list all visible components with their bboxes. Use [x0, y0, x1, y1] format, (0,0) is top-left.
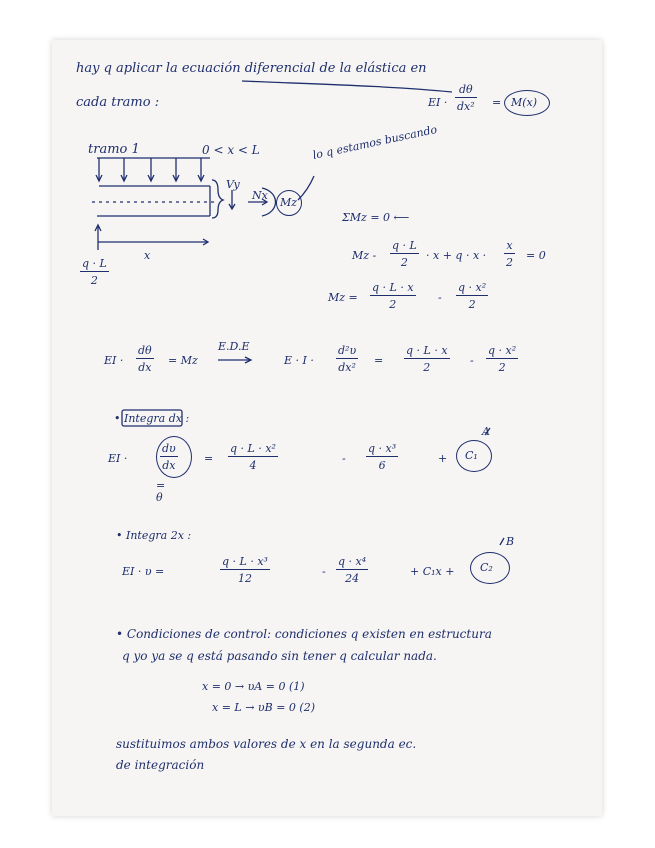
- intro-underline: [242, 81, 452, 92]
- moment-sum: ΣMz = 0 ⟵: [342, 211, 410, 224]
- integ2-label: • Integra 2x :: [116, 529, 192, 542]
- closing-line-2: de integración: [116, 758, 205, 772]
- integ1-derivative: $\frac{d\upsilon}{dx}$: [162, 442, 176, 472]
- integ2-c2: C₂: [480, 561, 493, 574]
- integ2-c1x: + C₁x +: [410, 565, 455, 578]
- nx-label: Nx: [252, 189, 268, 202]
- conditions-line-1: • Condiciones de control: condiciones q existen en estructura: [116, 627, 492, 641]
- condition-1: x = 0 → υA = 0 (1): [202, 680, 305, 693]
- ede-second-derivative: $\frac{\text{d²υ}}{\text{dx²}}$: [338, 344, 357, 374]
- eq2-lhs: Mz =: [328, 291, 358, 304]
- mz-label: Mz: [280, 196, 298, 209]
- integ2-b-label: B: [506, 535, 515, 548]
- ede-eq-mz: = Mz: [168, 354, 198, 367]
- tramo-title: tramo 1: [88, 142, 140, 157]
- intro-line-1: hay q aplicar la ecuación diferencial de la elástica en: [76, 61, 427, 76]
- integ2-minus: -: [322, 565, 326, 578]
- ede-frac1: $\frac{q \cdot L \cdot x}{2}$: [406, 344, 448, 374]
- integ2-ei: EI · υ =: [122, 565, 165, 578]
- conditions-line-2: q yo ya se q está pasando sin tener q calcular nada.: [122, 649, 437, 663]
- eq2-minus: -: [438, 291, 442, 304]
- note-buscando: lo q estamos buscando: [311, 122, 439, 162]
- eq2-frac2: $\frac{\text{q · x²}}{2}$: [458, 281, 487, 311]
- intro-ei: EI ·: [428, 96, 448, 109]
- intro-mx: M(x): [511, 96, 538, 109]
- integ1-plus: +: [438, 452, 448, 465]
- cut-brace: [212, 180, 223, 218]
- integ1-frac1: $\frac{\text{q · L · x²}}{4}$: [230, 442, 276, 472]
- tramo-range: 0 < x < L: [202, 143, 260, 157]
- integ1-minus: -: [342, 452, 346, 465]
- reaction-fraction: $\frac{q \cdot L}{2}$: [82, 257, 107, 287]
- ede-ei2: E · I ·: [284, 354, 314, 367]
- ede-arrow-label: E.D.E: [218, 340, 250, 353]
- eq1-lhs: Mz -: [352, 249, 377, 262]
- ede-minus: -: [470, 354, 474, 367]
- integ1-eq: =: [204, 452, 214, 465]
- integ1-eqmark: =: [156, 479, 166, 492]
- integ1-ei: EI ·: [108, 452, 128, 465]
- integ1-c1: C₁: [465, 449, 478, 462]
- intro-equals: =: [492, 96, 502, 109]
- integ1-theta: θ: [156, 491, 163, 504]
- integ2-frac1: $\frac{\text{q · L · x³}}{12}$: [222, 555, 268, 585]
- integ1-label: • Integra dx :: [114, 412, 190, 425]
- eq1-frac2: $\frac{x}{2}$: [506, 239, 513, 269]
- eq2-frac1: $\frac{q \cdot L \cdot x}{2}$: [372, 281, 414, 311]
- integ2-frac2: $\frac{\text{q · x⁴}}{24}$: [338, 555, 367, 585]
- ede-frac2: $\frac{\text{q · x²}}{2}$: [488, 344, 517, 374]
- integ1-frac2: $\frac{\text{q · x³}}{6}$: [368, 442, 397, 472]
- intro-line-2: cada tramo :: [76, 95, 160, 110]
- closing-line-1: sustituimos ambos valores de x en la segunda ec.: [116, 737, 417, 751]
- x-label: x: [144, 249, 151, 262]
- condition-2: x = L → υB = 0 (2): [212, 701, 315, 714]
- ede-derivative: $\frac{d\theta}{dx}$: [138, 344, 152, 374]
- vy-label: Vy: [226, 178, 240, 191]
- eq1-mid: · x + q · x ·: [426, 249, 487, 262]
- intro-derivative: $\frac{d\theta}{\text{dx²}}$: [457, 83, 475, 113]
- integ1-a-label: A: [482, 425, 490, 438]
- ede-eq2: =: [374, 354, 384, 367]
- eq1-frac1: $\frac{q \cdot L}{2}$: [392, 239, 417, 269]
- ede-ei: EI ·: [104, 354, 124, 367]
- eq1-rhs: = 0: [526, 249, 546, 262]
- notebook-page: [52, 40, 602, 816]
